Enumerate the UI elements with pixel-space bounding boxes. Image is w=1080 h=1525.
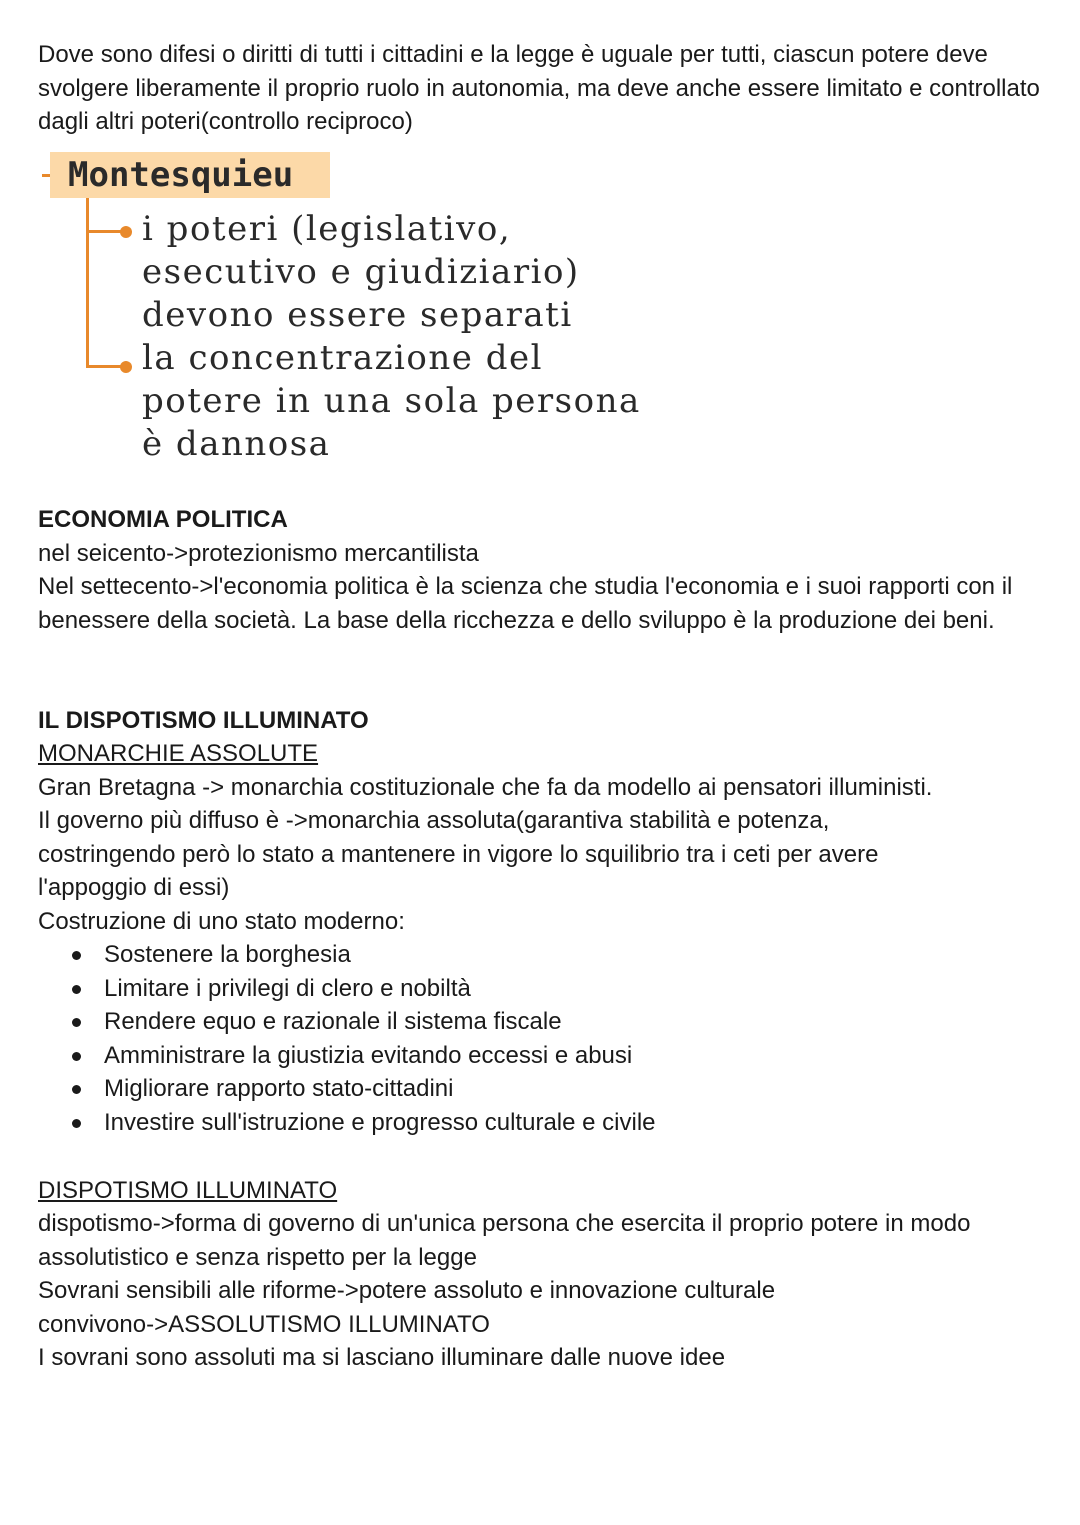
sovrani-illuminati-line: I sovrani sono assoluti ma si lasciano illuminare dalle nuove idee [38, 1344, 726, 1371]
list-item: Amministrare la giustizia evitando eccessi e abusi [38, 1039, 656, 1073]
list-item: Migliorare rapporto stato-cittadini [38, 1072, 656, 1106]
bullet-dot-1 [120, 226, 132, 238]
stato-moderno-label: Costruzione di uno stato moderno: [38, 908, 405, 935]
list-item: Investire sull'istruzione e progresso culturale e civile [38, 1106, 656, 1140]
list-item: Sostenere la borghesia [38, 938, 656, 972]
economia-line-2: Nel settecento->l'economia politica è la scienza che studia l'economia e i suoi rapporti con il benessere della società. La base della ricchezza e dello sviluppo è la produzione dei beni. [38, 573, 1013, 634]
list-item: Rendere equo e razionale il sistema fiscale [38, 1005, 656, 1039]
connector-vertical [86, 198, 89, 368]
stato-moderno-list [38, 938, 656, 1140]
governo-paragraph: Il governo più diffuso è ->monarchia assoluta(garantiva stabilità e potenza, costringendo però lo stato a mantenere in vigore lo squilibrio tra i ceti per avere l'appoggio di essi) [38, 807, 879, 902]
bullet-dot-2 [120, 361, 132, 373]
point-1-line: i poteri (legislativo, [142, 209, 512, 249]
point-2-line: è dannosa [142, 424, 331, 464]
list-item: Limitare i privilegi di clero e nobiltà [38, 972, 656, 1006]
connector-branch-2 [86, 365, 124, 368]
montesquieu-figure [38, 148, 678, 468]
point-1-line: devono essere separati [142, 295, 573, 335]
connector-branch-1 [86, 230, 124, 233]
economia-heading: ECONOMIA POLITICA [38, 506, 288, 533]
gran-bretagna-paragraph: Gran Bretagna -> monarchia costituzionale che fa da modello ai pensatori illuministi. [38, 774, 933, 801]
economia-line-1: nel seicento->protezionismo mercantilista [38, 540, 479, 567]
montesquieu-point-2 [142, 337, 641, 466]
dispotismo-definition: dispotismo->forma di governo di un'unica persona che esercita il proprio potere in modo assolutistico e senza rispetto per la legge [38, 1210, 971, 1271]
point-2-line: potere in una sola persona [142, 381, 641, 421]
point-2-line: la concentrazione del [142, 338, 543, 378]
montesquieu-title: Montesquieu [68, 155, 294, 195]
montesquieu-point-1 [142, 208, 580, 337]
intro-paragraph: Dove sono difesi o diritti di tutti i cittadini e la legge è uguale per tutti, ciascun potere deve svolgere liberamente il proprio ruolo in autonomia, ma deve anche essere limitato e controllato dagli altri poteri(controllo reciproco) [38, 41, 1040, 136]
monarchie-subheading: MONARCHIE ASSOLUTE [38, 740, 319, 767]
sovrani-paragraph: Sovrani sensibili alle riforme->potere assoluto e innovazione culturale convivono->ASSOLUTISMO ILLUMINATO [38, 1277, 776, 1338]
title-dash [42, 174, 50, 177]
point-1-line: esecutivo e giudiziario) [142, 252, 580, 292]
dispotismo-subheading: DISPOTISMO ILLUMINATO [38, 1177, 338, 1204]
dispotismo-heading: IL DISPOTISMO ILLUMINATO [38, 707, 369, 734]
